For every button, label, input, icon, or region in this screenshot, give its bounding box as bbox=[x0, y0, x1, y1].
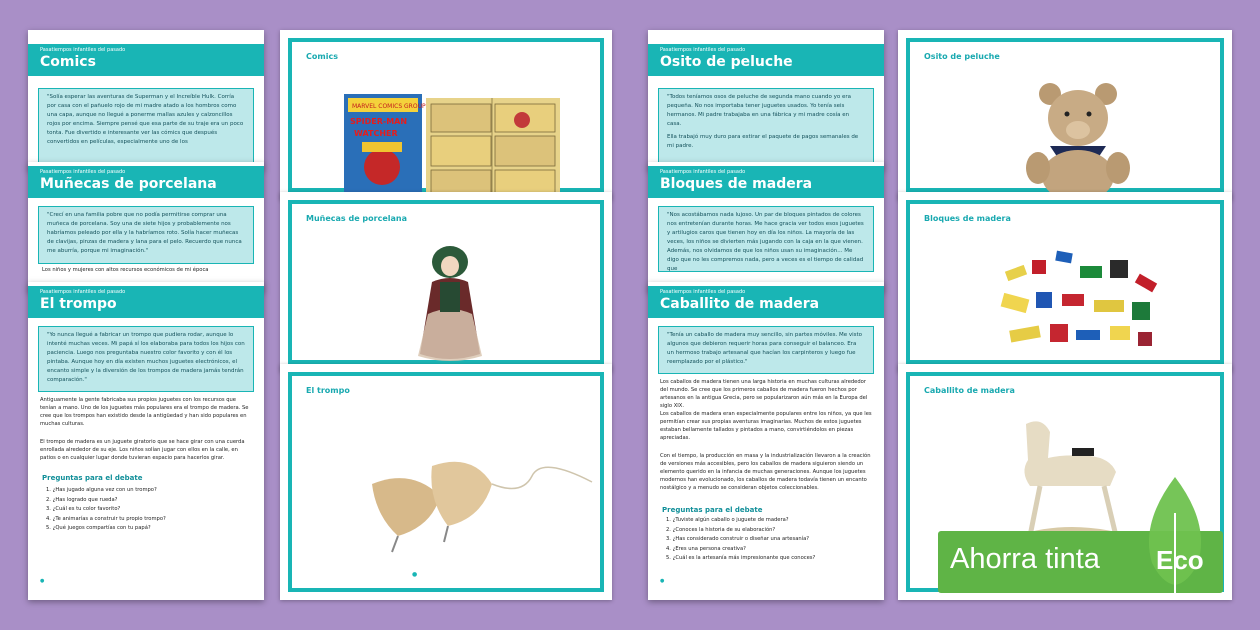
sheet-header bbox=[648, 44, 884, 76]
photo-caption: Muñecas de porcelana bbox=[306, 214, 407, 223]
quote-box: "Solía esperar las aventuras de Superman y el Increíble Hulk. Corría por casa con el pañuelo rojo de mi madre atado a los hombros como una capa, aunque no llegué a ponerme mallas azules y calzoncillos rojos por encima. Siempre pensé que esa parte de su traje era un poco tonta. Fue divertido e interesante ver las cómics que después convertidos en películas, especialmente uno de los bbox=[38, 88, 254, 168]
comic-books-image bbox=[292, 42, 608, 192]
photo-caption: Osito de peluche bbox=[924, 52, 1000, 61]
quote-box: "Crecí en una familia pobre que no podía permitirse comprar una muñeca de porcelana. Soy una de siete hijos y probablemente nos habríamos peleado por ella y la habríamos roto. Solía hacer muñecas de clavijas, pinzas de madera y lana para el pelo. Recuerdo que nunca me aburría, porque mi imaginación." bbox=[38, 206, 254, 264]
debate-question: 5. ¿Cuál es la artesanía más impresionante que conoces? bbox=[666, 555, 816, 561]
series-label: Pasatiempos infantiles del pasado bbox=[40, 169, 126, 175]
sheet-header bbox=[648, 166, 884, 198]
paragraph-2: Los caballos de madera eran especialmente populares entre los niños, ya que les permitían crear sus propias aventuras imaginarias. Muchos de estos juguetes estaban bellamente tallados y pintados a mano, convirtiéndolos en piezas apreciadas. bbox=[660, 411, 872, 441]
eco-word: Eco bbox=[1156, 545, 1204, 575]
wooden-blocks-image bbox=[910, 204, 1228, 364]
debate-question: 3. ¿Has considerado construir o diseñar una artesanía? bbox=[666, 536, 810, 542]
card-frame bbox=[288, 372, 604, 592]
sheet-title: Comics bbox=[40, 54, 96, 70]
sheet-body: Los niños y mujeres con altos recursos económicos de mi época bbox=[42, 267, 209, 273]
photo-card-trompo bbox=[280, 364, 612, 600]
photo-caption: El trompo bbox=[306, 386, 350, 395]
photo-card-munecas bbox=[280, 192, 612, 372]
quote-text-2: Ella trabajó muy duro para estirar el paquete de pagos semanales de mi padre. bbox=[667, 134, 859, 149]
sheet-title: Bloques de madera bbox=[660, 176, 813, 192]
paragraph-3: Con el tiempo, la producción en masa y la industrialización llevaron a la creación de versiones más accesibles, pero los caballos de madera siguieron siendo un elemento querido en la infancia de muchas generaciones. Aunque los juguetes modernos han evolucionado, los caballos de madera todavía tienen un encanto nostálgico y a menudo se consideran objetos coleccionables. bbox=[660, 453, 871, 491]
porcelain-doll-image bbox=[292, 204, 608, 364]
photo-card-comics bbox=[280, 30, 612, 200]
comic-cover-name1: SPIDER-MAN bbox=[350, 117, 408, 126]
sheet-header bbox=[648, 286, 884, 318]
series-label: Pasatiempos infantiles del pasado bbox=[660, 47, 746, 53]
sheet-header bbox=[28, 286, 264, 318]
sheet-title: Caballito de madera bbox=[660, 296, 820, 312]
photo-caption: Comics bbox=[306, 52, 338, 61]
series-label: Pasatiempos infantiles del pasado bbox=[660, 169, 746, 175]
sheet-header bbox=[28, 166, 264, 198]
photo-card-osito bbox=[898, 30, 1232, 200]
quote-box bbox=[658, 88, 874, 168]
card-frame bbox=[906, 200, 1224, 364]
footer-logo: ● bbox=[412, 571, 418, 578]
teddy-bear-image bbox=[910, 42, 1228, 192]
eco-banner bbox=[938, 531, 1223, 593]
paragraph-1: Los caballos de madera tienen una larga historia en muchas culturas alrededor del mundo. Se cree que los primeros caballos de madera fueron hechos por artesanos en la antigua Grecia, pero se popularizaron aún más en la Europa del siglo XIX. bbox=[660, 379, 868, 409]
series-label: Pasatiempos infantiles del pasado bbox=[40, 289, 126, 295]
debate-question: 2. ¿Has logrado que rueda? bbox=[46, 496, 118, 503]
debate-question: 2. ¿Conoces la historia de su elaboración? bbox=[666, 526, 776, 533]
card-frame bbox=[288, 200, 604, 364]
sheet-title: El trompo bbox=[40, 296, 117, 312]
series-label: Pasatiempos infantiles del pasado bbox=[660, 289, 746, 295]
sheet-header bbox=[28, 44, 264, 76]
comic-cover-top: MARVEL COMICS GROUP bbox=[352, 103, 426, 110]
series-label: Pasatiempos infantiles del pasado bbox=[40, 47, 126, 53]
footer-logo: ● bbox=[660, 578, 665, 584]
photo-caption: Bloques de madera bbox=[924, 214, 1011, 223]
paragraph-2: El trompo de madera es un juguete giratorio que se hace girar con una cuerda enrollada alrededor de su eje. Los niños solían jugar con ellos en la calle, en patios o en cualquier lugar donde tuvieran espacio para hacerlos girar. bbox=[40, 439, 245, 461]
debate-title: Preguntas para el debate bbox=[662, 506, 763, 514]
sheet-comics bbox=[28, 30, 264, 170]
photo-card-bloques bbox=[898, 192, 1232, 372]
footer-logo: ● bbox=[40, 578, 45, 584]
comic-cover-name2: WATCHER bbox=[354, 129, 398, 138]
paragraph-1: Antiguamente la gente fabricaba sus propios juguetes con los recursos que tenían a mano. Uno de los juguetes más populares era el trompo de madera. Se cree que los trompos han existido desde la antigüedad y han sido populares en muchas culturas. bbox=[40, 397, 249, 427]
sheet-title: Osito de peluche bbox=[660, 54, 793, 70]
debate-list bbox=[46, 486, 166, 534]
debate-question: 1. ¿Tuviste algún caballo o juguete de madera? bbox=[666, 517, 789, 523]
debate-list bbox=[666, 516, 815, 564]
eco-label: Ahorra tinta bbox=[950, 543, 1100, 575]
sheet-trompo bbox=[28, 282, 264, 600]
debate-question: 4. ¿Eres una persona creativa? bbox=[666, 545, 746, 552]
card-frame bbox=[288, 38, 604, 192]
quote-box: "Tenía un caballo de madera muy sencillo, sin partes móviles. Me visto algunos que debieron requerir horas para conseguir el balanceo. Era un hermoso trabajo artesanal que hacían los carpinteros y luego fue reemplazado por el plástico." bbox=[658, 326, 874, 374]
debate-question: 3. ¿Cuál es tu color favorito? bbox=[46, 506, 121, 512]
sheet-title: Muñecas de porcelana bbox=[40, 176, 217, 192]
card-frame bbox=[906, 38, 1224, 192]
sheet-munecas bbox=[28, 162, 264, 292]
quote-box: "Yo nunca llegué a fabricar un trompo que pudiera rodar, aunque lo intenté muchas veces. Mi papá sí los elaboraba para todos los hijos con paciencia. Luego nos preguntaba nuestro color favorito y con él los pintaba. Aunque hoy en día existen muchos juguetes electrónicos, el encanto simple y la diversión de los trompos de madera jamás tendrán comparación." bbox=[38, 326, 254, 392]
debate-question: 1. ¿Has jugado alguna vez con un trompo? bbox=[46, 487, 157, 493]
debate-title: Preguntas para el debate bbox=[42, 474, 143, 482]
quote-text: "Todos teníamos osos de peluche de segunda mano cuando yo era pequeña. No nos importaba tener juguetes usados. Yo tenía seis hermanos. Mi padre trabajaba en una fábrica y mi madre cosía en casa. bbox=[667, 94, 852, 127]
debate-question: 4. ¿Te animarías a construir tu propio trompo? bbox=[46, 515, 166, 522]
spinning-tops-image bbox=[292, 376, 608, 592]
sheet-caballito bbox=[648, 282, 884, 600]
sheet-osito bbox=[648, 30, 884, 170]
photo-caption: Caballito de madera bbox=[924, 386, 1015, 395]
sheet-bloques bbox=[648, 162, 884, 292]
debate-question: 5. ¿Qué juegos compartías con tu papá? bbox=[46, 525, 151, 531]
quote-box: "Nos acostábamos nada lujoso. Un par de bloques pintados de colores nos entretenían durante horas. Me hace gracia ver todos esos juguetes y artilugios caros que tienen hoy en día los niños. La mayoría de las veces, los niños se divierten más jugando con la caja en la que vienen. Además, nos olvidamos de que los niños usan su imaginación... Me digo que no les compremos nada, pero a veces es el tiempo de calidad que bbox=[658, 206, 874, 272]
